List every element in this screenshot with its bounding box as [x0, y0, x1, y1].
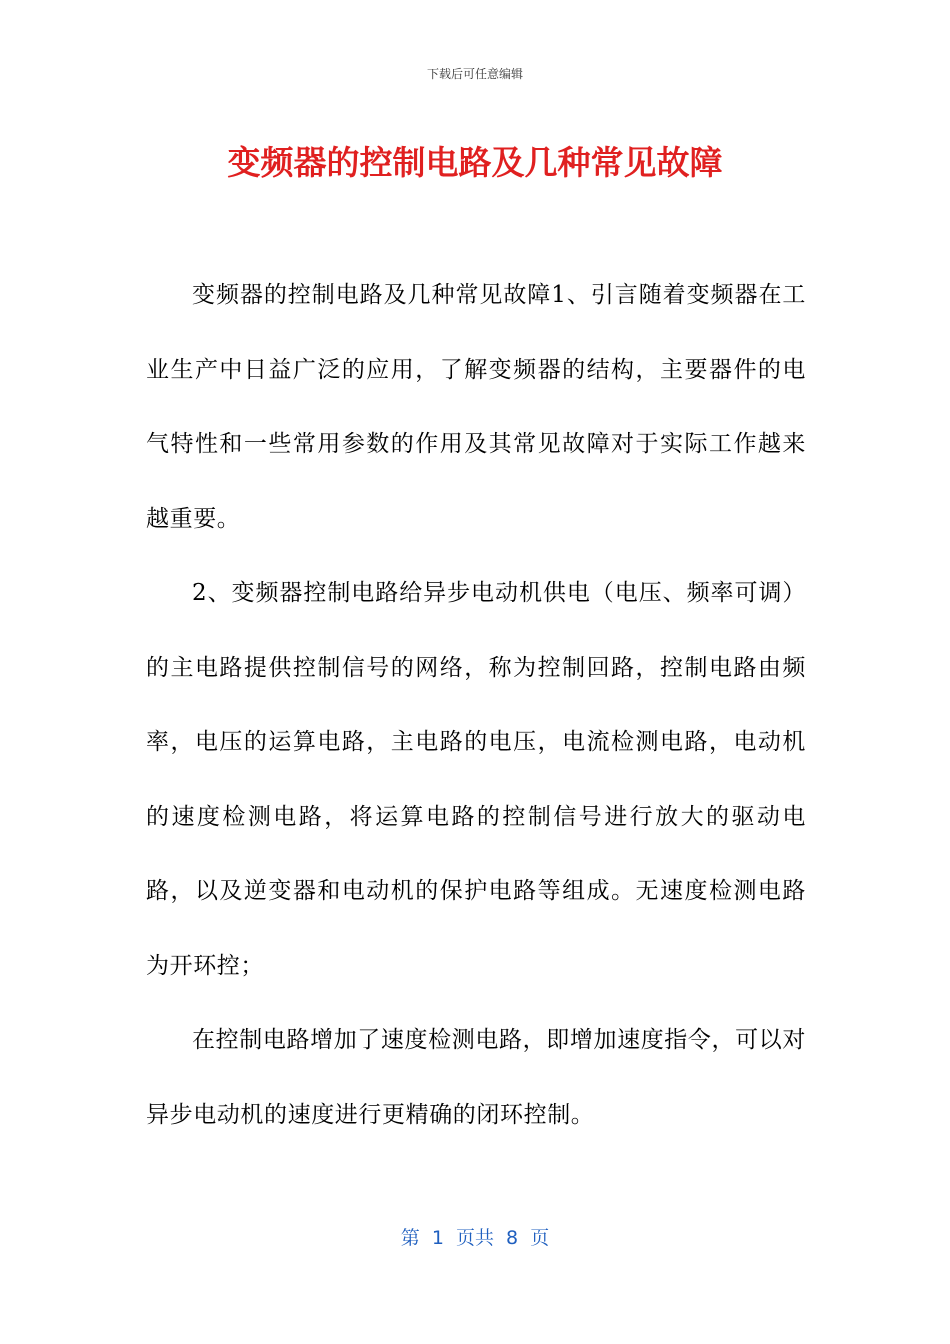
footer-middle: 页共 [455, 1227, 494, 1249]
footer-total-pages: 8 [506, 1227, 519, 1249]
header-text: 下载后可任意编辑 [426, 67, 523, 81]
document-body [146, 258, 806, 1152]
document-title: 变频器的控制电路及几种常见故障 [227, 143, 723, 182]
footer-current-page: 1 [431, 1227, 444, 1249]
page-footer [0, 1225, 950, 1251]
paragraph-1: 变频器的控制电路及几种常见故障1、引言随着变频器在工业生产中日益广泛的应用，了解变频器的结构，主要器件的电气特性和一些常用参数的作用及其常见故障对于实际工作越来越重要。 [146, 282, 806, 532]
footer-suffix: 页 [530, 1227, 550, 1249]
paragraph-2: 2、变频器控制电路给异步电动机供电（电压、频率可调）的主电路提供控制信号的网络，称为控制回路，控制电路由频率，电压的运算电路，主电路的电压，电流检测电路，电动机的速度检测电路，将运算电路的控制信号进行放大的驱动电路，以及逆变器和电动机的保护电路等组成。无速度检测电路为开环控； [146, 580, 806, 979]
paragraph-3: 在控制电路增加了速度检测电路，即增加速度指令，可以对异步电动机的速度进行更精确的闭环控制。 [146, 1027, 806, 1128]
page-header [0, 66, 950, 82]
footer-prefix: 第 [400, 1227, 420, 1249]
